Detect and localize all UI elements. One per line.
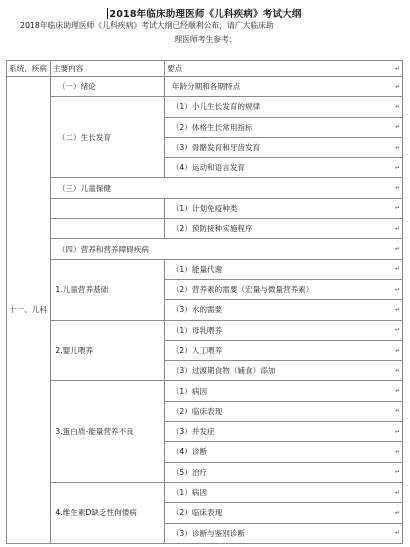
intro-paragraph (20, 19, 392, 47)
point-cell: （3）诊断与鉴别诊断 ↵ (165, 523, 403, 543)
content-cell: 1.儿童营养基础 (51, 259, 165, 320)
point-cell: （1）母乳喂养 ↵ (165, 320, 403, 340)
point-cell: （2）人工喂养 ↵ (165, 340, 403, 360)
point-cell: （2）临床表现 ↵ (165, 401, 403, 421)
point-cell: （2）临床表现 ↵ (165, 503, 403, 523)
table-row (7, 259, 403, 279)
table-row (7, 77, 403, 97)
section-heading-cell: （三）儿童保健 ↵ (51, 178, 403, 198)
header-points: 要点 ↵ (165, 61, 403, 77)
header-system: 系统、疾病 (7, 61, 51, 77)
table-row (7, 482, 403, 502)
point-cell: （4）运动和语言发育 ↵ (165, 158, 403, 178)
point-cell: （3）并发症 ↵ (165, 422, 403, 442)
table-row (7, 320, 403, 340)
point-cell: （1）小儿生长发育的规律 ↵ (165, 97, 403, 117)
table-row (7, 219, 403, 239)
point-cell: （1）计划免疫种类 ↵ (165, 198, 403, 218)
content-cell: （一）绪论 (51, 77, 165, 97)
point-cell: （1）能量代谢 ↵ (165, 259, 403, 279)
point-cell: （3）骨骼发育和牙齿发育 ↵ (165, 137, 403, 157)
document-title (0, 6, 410, 20)
content-cell: 3.蛋白质-能量营养不良 (51, 381, 165, 482)
section-heading-cell: （四）营养和营养障碍疾病 ↵ (51, 239, 403, 259)
point-cell: （2）体格生长常用指标 ↵ (165, 117, 403, 137)
table-row (7, 178, 403, 198)
point-cell: （4）诊断 ↵ (165, 442, 403, 462)
point-cell: 年龄分期和各期特点 ↵ (165, 77, 403, 97)
content-cell: 4.维生素D缺乏性佝偻病 (51, 482, 165, 543)
point-cell: （2）营养素的需要（宏量与微量营养素） ↵ (165, 279, 403, 299)
system-cell: 十一、儿科 (7, 77, 51, 544)
content-cell (51, 219, 165, 239)
table-row (7, 239, 403, 259)
table-row (7, 198, 403, 218)
content-cell: 2.婴儿喂养 (51, 320, 165, 381)
content-cell: （二）生长发育 (51, 97, 165, 178)
intro-line-1: 2018年临床助理医师《儿科疾病》考试大纲已经顺利公布，请广大临床助 (20, 21, 274, 30)
intro-line-2: 理医师考生参考： (174, 34, 237, 44)
point-cell: （2）预防接种实施程序 ↵ (165, 219, 403, 239)
content-cell (51, 198, 165, 218)
point-cell: （5）治疗 ↵ (165, 462, 403, 482)
table-row (7, 97, 403, 117)
header-content: 主要内容 (51, 61, 165, 77)
point-cell: （1）病因 ↵ (165, 381, 403, 401)
table-row (7, 381, 403, 401)
point-cell: （1）病因 ↵ (165, 482, 403, 502)
point-cell: （3）水的需要 ↵ (165, 300, 403, 320)
syllabus-table (6, 60, 403, 544)
title-text: 2018年临床助理医师《儿科疾病》考试大纲 (109, 9, 302, 20)
table-header-row (7, 61, 403, 77)
point-cell: （3）过渡期食物（辅食）添加 ↵ (165, 361, 403, 381)
